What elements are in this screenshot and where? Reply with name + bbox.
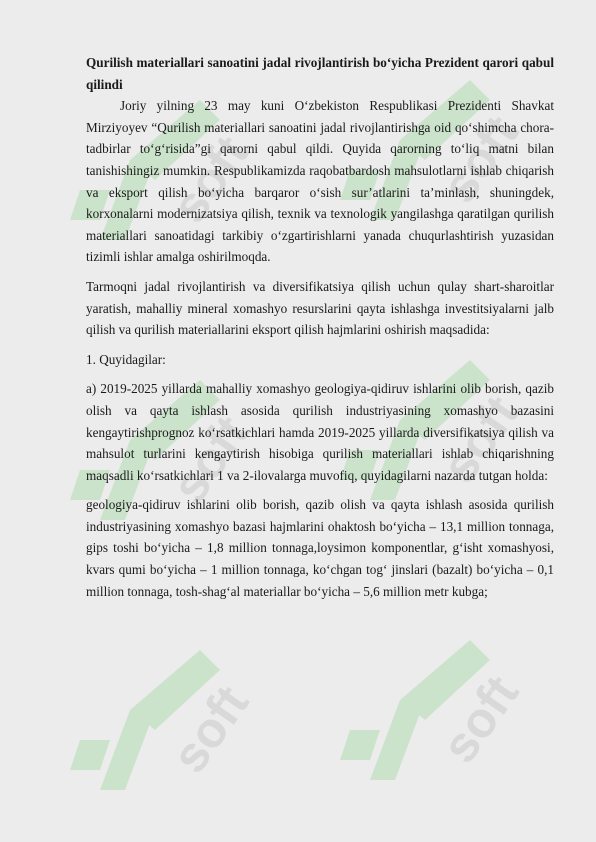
watermark-text: soft (430, 105, 530, 213)
watermark-logo (330, 580, 530, 825)
document-body (86, 52, 554, 602)
paragraph: geologiya-qidiruv ishlarini olib borish, qazib olish va qayta ishlash asosida qurilish industriyasining xomashyo bazasi hajmlarini ohaktosh bo‘yicha – 13,1 million tonnaga, gips toshi bo‘yicha – 1,8 million tonnaga,loysimon komponentlar, g‘isht xomashyosi, kvars qumi bo‘yicha – 1 million tonnaga, ko‘chgan tog‘ jinslari (bazalt) bo‘yicha – 0,1 million tonnaga, tosh-shag‘al materiallar bo‘yicha – 5,6 million metr kubga; (86, 497, 554, 599)
watermark-text: soft (430, 385, 530, 493)
list-heading: 1. Quyidagilar: (86, 351, 166, 367)
paragraph: Tarmoqni jadal rivojlantirish va diversifikatsiya qilish uchun qulay shart-sharoitlar yaratish, mahalliy mineral xomashyo resurslarini qayta ishlashga investitsiyalarni jalb qilish va qurilish materiallarini eksport qilish hajmlarini oshirish maqsadida: (86, 278, 554, 338)
watermark-text: soft (160, 125, 260, 233)
paragraph: a) 2019-2025 yillarda mahalliy xomashyo geologiya-qidiruv ishlarini olib borish, qazib olish va qayta ishlash asosida qurilish industriyasining xomashyo bazasini kengaytirishprognoz ko‘rsatkichlari hamda 2019-2025 yillarda diversifikatsiya qilish va mahsulot turlarini kengaytirish hisobiga qurilish materiallari ishlab chiqarishning maqsadli ko‘rsatkichlari 1 va 2-ilovalarga muvofiq, quyidagilarni nazarda tutgan holda: (86, 381, 554, 483)
watermark-text: soft (160, 405, 260, 513)
document-title: Qurilish materiallari sanoatini jadal rivojlantirish bo‘yicha Prezident qarori qabul qilindi (86, 55, 554, 92)
paragraph: Joriy yilning 23 may kuni O‘zbekiston Respublikasi Prezidenti Shavkat Mirziyoyev “Qurilish materiallari sanoatini jadal rivojlantirishga oid qo‘shimcha chora-tadbirlar to‘g‘risida”gi qarorni qabul qildi. Quyida qarorning to‘liq matni bilan tanishishingiz mumkin. Respublikamizda raqobatbardosh mahsulotlarni ishlab chiqarish va eksport qilish bo‘yicha barqaror o‘sish sur’atlarini ta’minlash, shuningdek, korxonalarni modernizatsiya qilish, texnik va texnologik yangilashga qaratilgan qurilish materiallari sanoatidagi tarkibiy o‘zgartirishlarni yanada chuqurlashtirish yuzasidan tizimli ishlar amalga oshirilmoqda. (86, 98, 554, 265)
watermark-text: soft (430, 665, 530, 773)
watermark-text: soft (160, 675, 260, 783)
watermark-logo (60, 590, 260, 835)
